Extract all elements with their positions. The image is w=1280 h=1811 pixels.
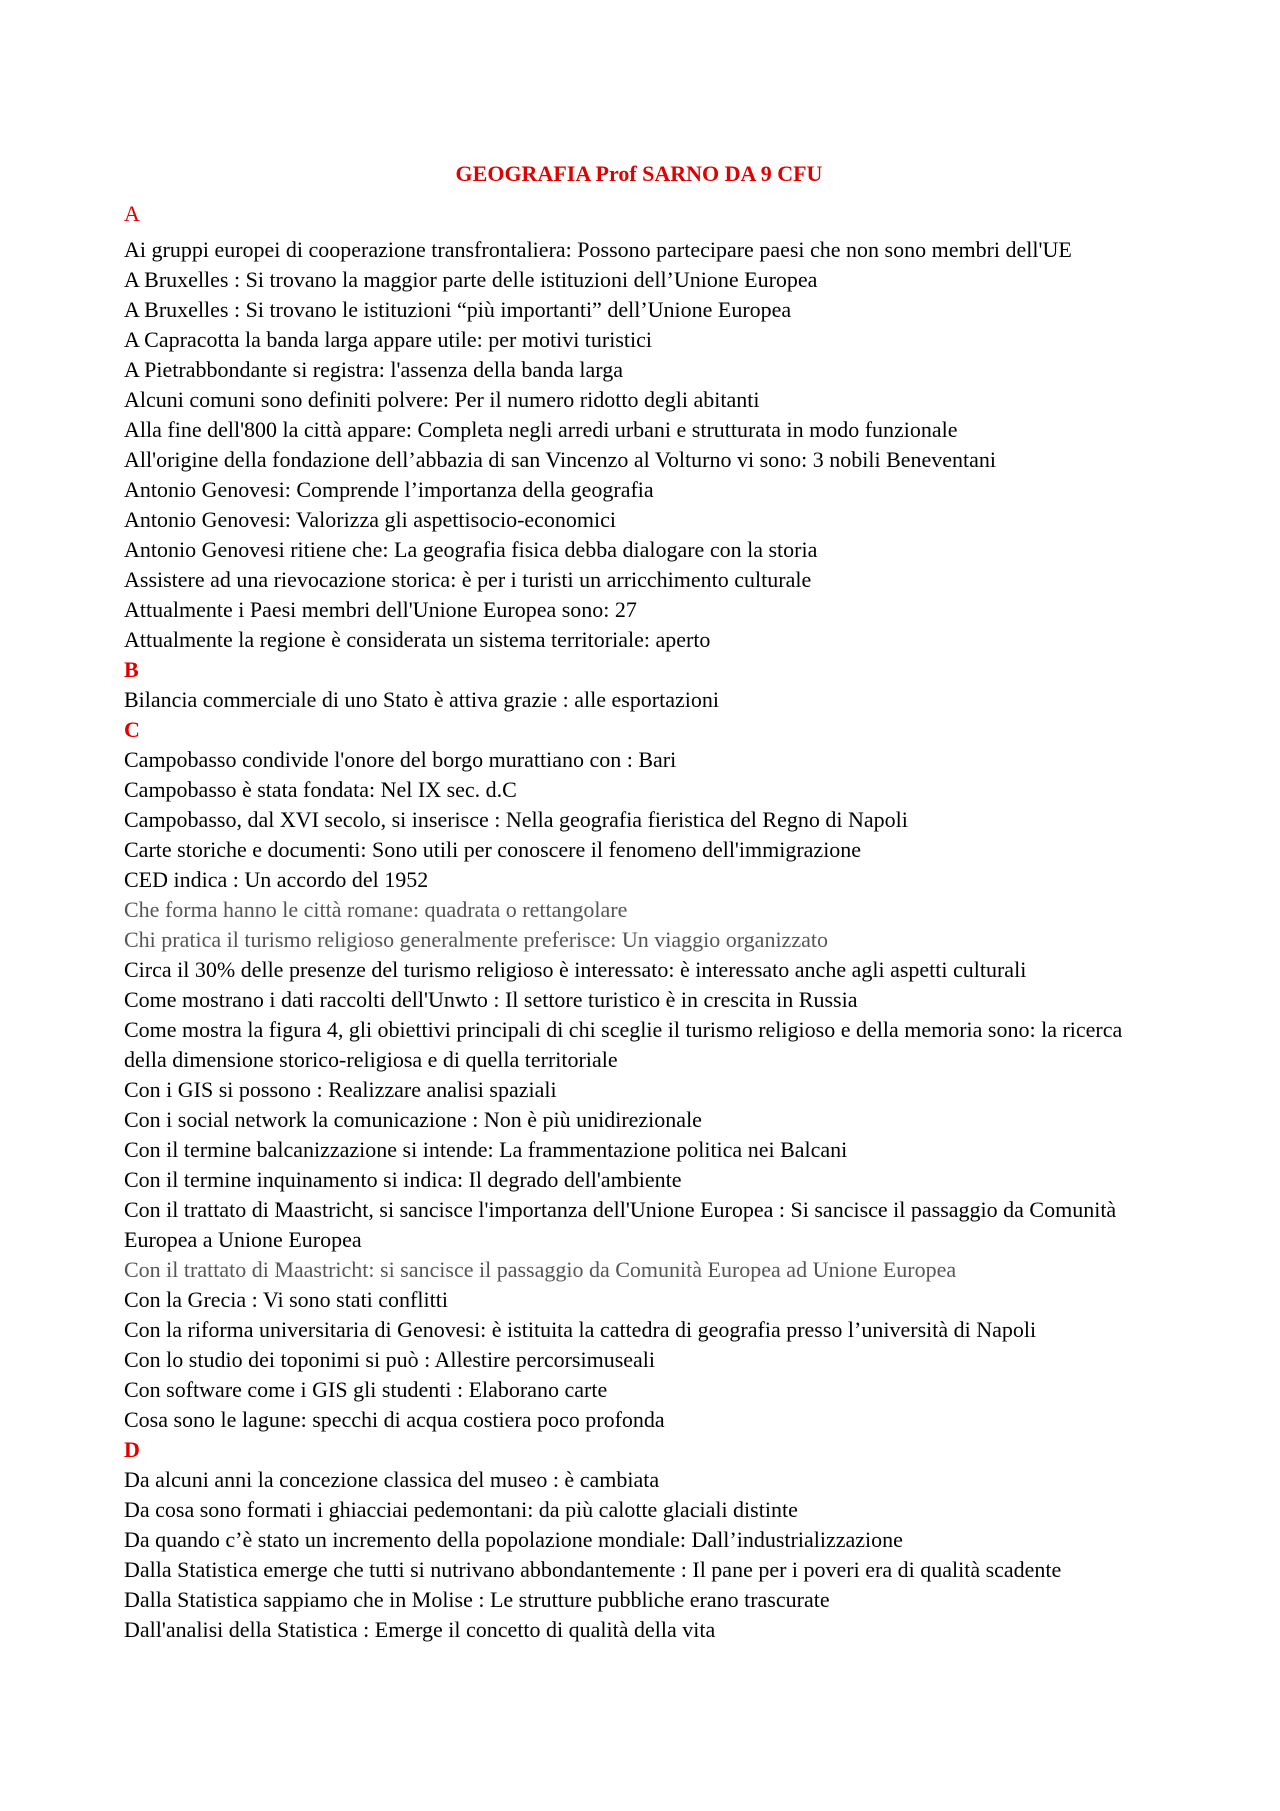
list-item: A Bruxelles : Si trovano le istituzioni “più importanti” dell’Unione Europea <box>124 297 792 322</box>
list-item: Antonio Genovesi ritiene che: La geografia fisica debba dialogare con la storia <box>124 537 818 562</box>
list-item: Con lo studio dei toponimi si può : Allestire percorsimuseali <box>124 1347 656 1372</box>
list-item: A Bruxelles : Si trovano la maggior parte delle istituzioni dell’Unione Europea <box>124 267 818 292</box>
section-letter-c: C <box>124 717 140 742</box>
list-item: Alla fine dell'800 la città appare: Completa negli arredi urbani e strutturata in modo funzionale <box>124 417 958 442</box>
list-item: Antonio Genovesi: Comprende l’importanza della geografia <box>124 477 654 502</box>
list-item: Ai gruppi europei di cooperazione transfrontaliera: Possono partecipare paesi che non sono membri dell'UE <box>124 237 1072 262</box>
list-item: Circa il 30% delle presenze del turismo religioso è interessato: è interessato anche agli aspetti culturali <box>124 957 1027 982</box>
list-item: Con i GIS si possono : Realizzare analisi spaziali <box>124 1077 557 1102</box>
list-item: Da quando c’è stato un incremento della popolazione mondiale: Dall’industrializzazione <box>124 1527 903 1552</box>
list-item: Bilancia commerciale di uno Stato è attiva grazie : alle esportazioni <box>124 687 719 712</box>
document-title: GEOGRAFIA Prof SARNO DA 9 CFU <box>455 161 823 186</box>
section-letter-b: B <box>124 657 139 682</box>
list-item: All'origine della fondazione dell’abbazia di san Vincenzo al Volturno vi sono: 3 nobili Beneventani <box>124 447 997 472</box>
list-item: Con software come i GIS gli studenti : Elaborano carte <box>124 1377 608 1402</box>
list-item: Come mostra la figura 4, gli obiettivi principali di chi sceglie il turismo religioso e della memoria sono: la ricerca della dimensione storico-religiosa e di quella territoriale <box>124 1017 1123 1072</box>
list-item: Cosa sono le lagune: specchi di acqua costiera poco profonda <box>124 1407 665 1432</box>
list-item: Da alcuni anni la concezione classica del museo : è cambiata <box>124 1467 660 1492</box>
list-item: Alcuni comuni sono definiti polvere: Per il numero ridotto degli abitanti <box>124 387 760 412</box>
list-item: Chi pratica il turismo religioso generalmente preferisce: Un viaggio organizzato <box>124 927 828 952</box>
section-letter-d: D <box>124 1437 140 1462</box>
section-letter-a: A <box>124 201 140 226</box>
list-item: Con il termine balcanizzazione si intende: La frammentazione politica nei Balcani <box>124 1137 848 1162</box>
list-item: A Capracotta la banda larga appare utile: per motivi turistici <box>124 327 653 352</box>
list-item: Campobasso condivide l'onore del borgo murattiano con : Bari <box>124 747 677 772</box>
list-item: Con la Grecia : Vi sono stati conflitti <box>124 1287 448 1312</box>
list-item: Attualmente i Paesi membri dell'Unione Europea sono: 27 <box>124 597 637 622</box>
list-item: Come mostrano i dati raccolti dell'Unwto : Il settore turistico è in crescita in Russia <box>124 987 858 1012</box>
list-item: Da cosa sono formati i ghiacciai pedemontani: da più calotte glaciali distinte <box>124 1497 798 1522</box>
list-item: Campobasso è stata fondata: Nel IX sec. d.C <box>124 777 517 802</box>
list-item: A Pietrabbondante si registra: l'assenza della banda larga <box>124 357 623 382</box>
list-item: Con il termine inquinamento si indica: Il degrado dell'ambiente <box>124 1167 682 1192</box>
list-item: CED indica : Un accordo del 1952 <box>124 867 429 892</box>
list-item: Con il trattato di Maastricht: si sancisce il passaggio da Comunità Europea ad Unione Europea <box>124 1257 957 1282</box>
list-item: Con la riforma universitaria di Genovesi: è istituita la cattedra di geografia presso l’università di Napoli <box>124 1317 1037 1342</box>
list-item: Assistere ad una rievocazione storica: è per i turisti un arricchimento culturale <box>124 567 812 592</box>
document-body <box>124 199 1164 1645</box>
list-item: Dalla Statistica sappiamo che in Molise : Le strutture pubbliche erano trascurate <box>124 1587 830 1612</box>
list-item: Che forma hanno le città romane: quadrata o rettangolare <box>124 897 628 922</box>
list-item: Campobasso, dal XVI secolo, si inserisce : Nella geografia fieristica del Regno di Napoli <box>124 807 908 832</box>
list-item: Dall'analisi della Statistica : Emerge il concetto di qualità della vita <box>124 1617 716 1642</box>
list-item: Attualmente la regione è considerata un sistema territoriale: aperto <box>124 627 711 652</box>
list-item: Dalla Statistica emerge che tutti si nutrivano abbondantemente : Il pane per i poveri era di qualità scadente <box>124 1557 1062 1582</box>
list-item: Carte storiche e documenti: Sono utili per conoscere il fenomeno dell'immigrazione <box>124 837 862 862</box>
list-item: Con i social network la comunicazione : Non è più unidirezionale <box>124 1107 702 1132</box>
list-item: Con il trattato di Maastricht, si sancisce l'importanza dell'Unione Europea : Si sancisce il passaggio da Comunità Europea a Unione Europea <box>124 1197 1117 1252</box>
list-item: Antonio Genovesi: Valorizza gli aspettisocio-economici <box>124 507 617 532</box>
